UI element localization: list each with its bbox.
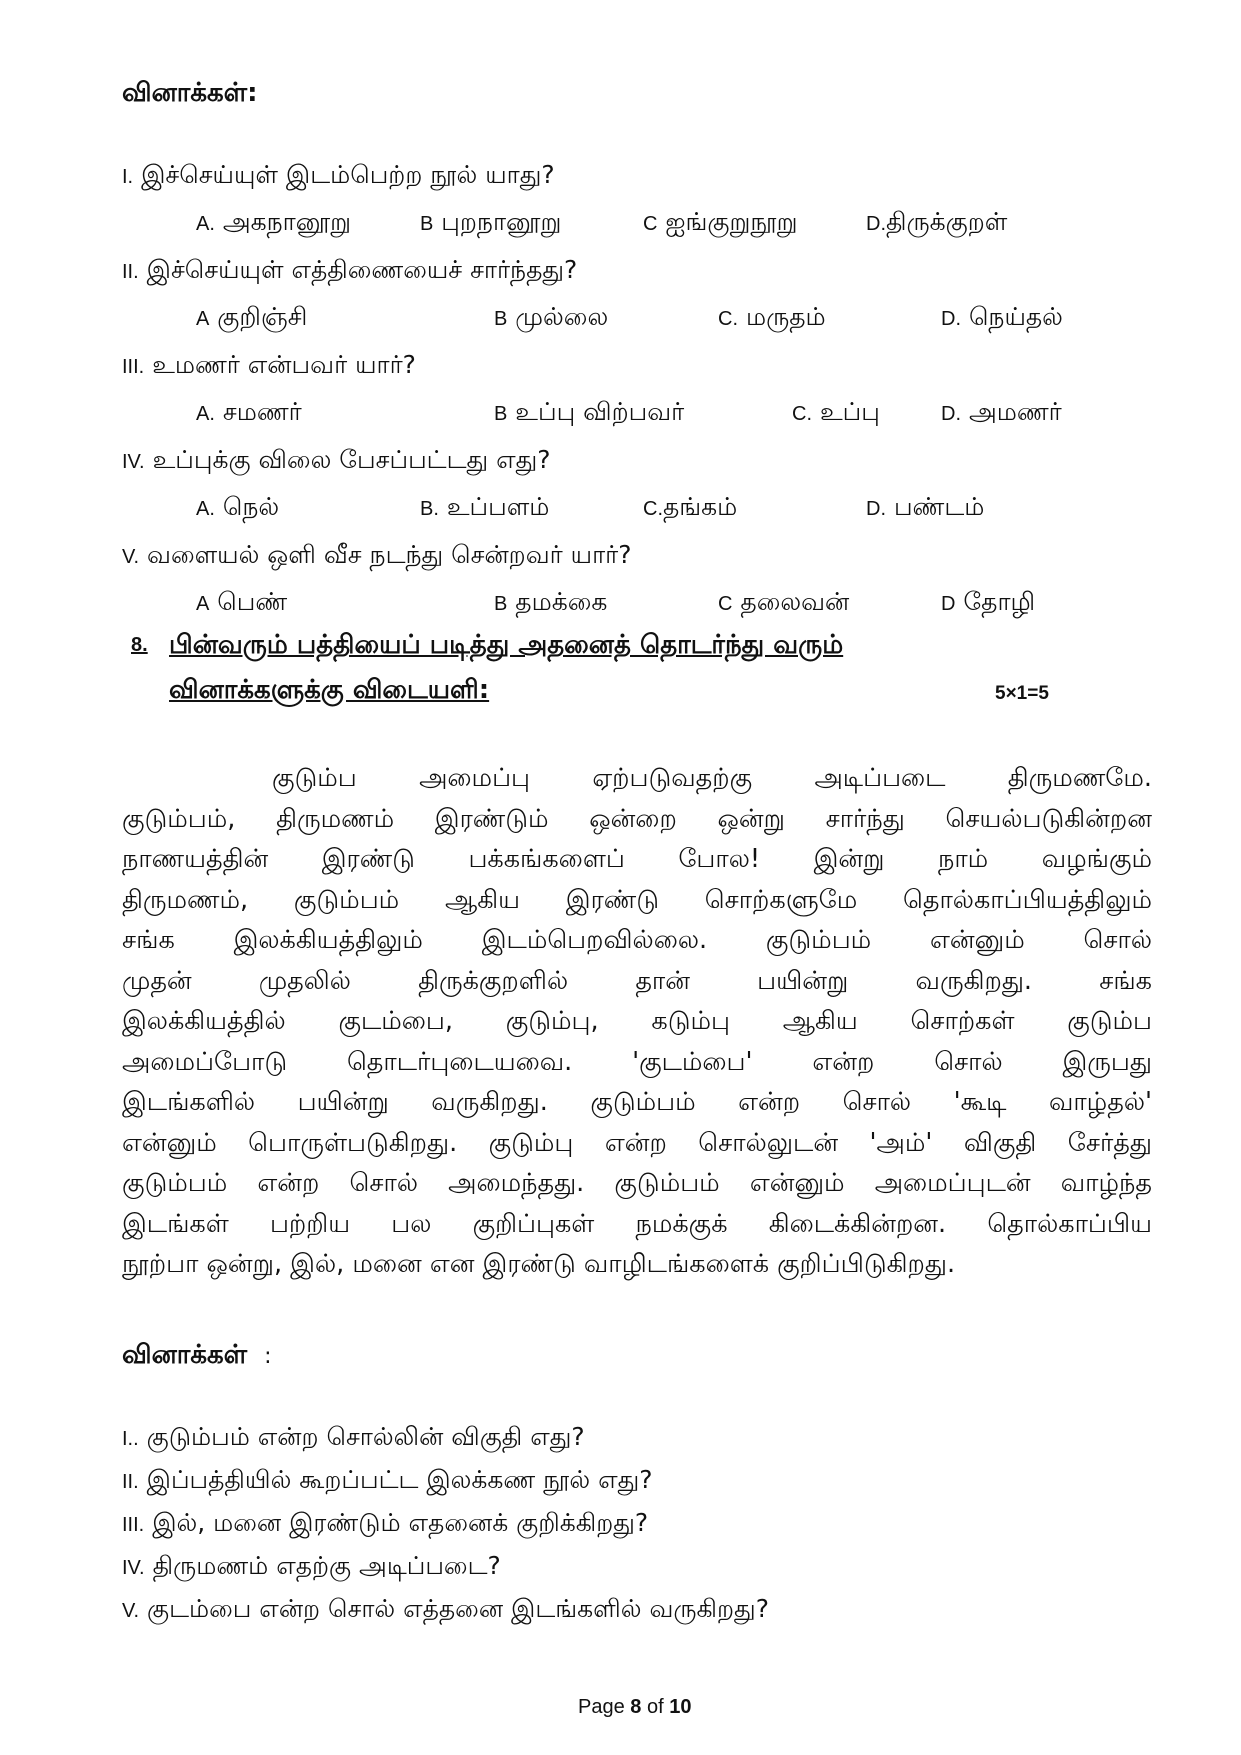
option-c: C.தங்கம் [643, 492, 738, 521]
question-4 [122, 445, 551, 478]
passage-question-5: V. குடம்பை என்ற சொல் எத்தனை இடங்களில் வருகிறது? [122, 1594, 769, 1623]
option-a: A பெண் [196, 587, 288, 616]
question-3 [122, 350, 416, 383]
section-title-line2: வினாக்களுக்கு விடையளி: [169, 675, 490, 705]
question-text: உப்புக்கு விலை பேசப்பட்டது எது? [152, 445, 551, 474]
option-d: D.திருக்குறள் [866, 207, 1008, 236]
option-d: D. பண்டம் [866, 492, 985, 521]
passage-question-1: I.. குடும்பம் என்ற சொல்லின் விகுதி எது? [122, 1422, 585, 1451]
option-a: A. அகநானூறு [196, 207, 352, 236]
option-b: B. உப்பளம் [420, 492, 550, 521]
passage-line: நூற்பா ஒன்று, இல், மனை என இரண்டு வாழிடங்களைக் குறிப்பிடுகிறது. [122, 1249, 956, 1279]
question-5 [122, 540, 631, 573]
option-d: D. நெய்தல் [941, 302, 1063, 331]
option-b: B புறநானூறு [420, 207, 562, 236]
question-number: IV. [122, 451, 145, 473]
passage-question-2: II. இப்பத்தியில் கூறப்பட்ட இலக்கண நூல் எது? [122, 1465, 653, 1494]
passage-line: திருமணம், குடும்பம் ஆகிய இரண்டு சொற்களுமே தொல்காப்பியத்திலும் [122, 884, 1152, 915]
passage-line: நாணயத்தின் இரண்டு பக்கங்களைப் போல! இன்று நாம் வழங்கும் [122, 844, 1152, 874]
passage-line: என்னும் பொருள்படுகிறது. குடும்பு என்ற சொல்லுடன் 'அம்' விகுதி சேர்த்து [122, 1127, 1152, 1158]
passage-line: குடும்பம் என்ற சொல் அமைந்தது. குடும்பம் என்னும் அமைப்புடன் வாழ்ந்த [122, 1168, 1152, 1198]
question-number: I. [122, 166, 134, 188]
passage-line: அமைப்போடு தொடர்புடையவை. 'குடம்பை' என்ற சொல் இருபது [122, 1046, 1152, 1077]
passage-question-3: III. இல், மனை இரண்டும் எதனைக் குறிக்கிறது? [122, 1508, 649, 1537]
question-number: II. [122, 261, 139, 283]
section-number: 8. [131, 634, 148, 656]
question-number: III. [122, 356, 145, 378]
questions-heading-2: வினாக்கள் : [122, 1340, 272, 1370]
option-b: B உப்பு விற்பவர் [494, 397, 685, 426]
option-d: D. அமணர் [941, 397, 1062, 426]
question-text: இச்செய்யுள் எத்திணையைச் சார்ந்தது? [146, 255, 578, 284]
passage-line: குடும்பம், திருமணம் இரண்டும் ஒன்றை ஒன்று சார்ந்து செயல்படுகின்றன [122, 803, 1152, 834]
passage-line: இலக்கியத்தில் குடம்பை, குடும்பு, கடும்பு ஆகிய சொற்கள் குடும்ப [122, 1006, 1152, 1036]
option-a: A. நெல் [196, 492, 280, 521]
marks-label: 5×1=5 [995, 683, 1049, 704]
passage [122, 758, 1152, 1285]
option-a: A. சமணர் [196, 397, 302, 426]
question-text: இச்செய்யுள் இடம்பெற்ற நூல் யாது? [141, 160, 555, 189]
passage-line: முதன் முதலில் திருக்குறளில் தான் பயின்று வருகிறது. சங்க [122, 965, 1152, 996]
option-c: C தலைவன் [718, 587, 850, 616]
question-text: வளையல் ஒளி வீச நடந்து சென்றவர் யார்? [147, 540, 632, 569]
option-b: B தமக்கை [494, 587, 608, 616]
passage-line: சங்க இலக்கியத்திலும் இடம்பெறவில்லை. குடும்பம் என்னும் சொல் [122, 925, 1152, 955]
passage-line: இடங்களில் பயின்று வருகிறது. குடும்பம் என்ற சொல் 'கூடி வாழ்தல்' [122, 1087, 1152, 1117]
option-c: C. மருதம் [718, 302, 826, 331]
passage-line: இடங்கள் பற்றிய பல குறிப்புகள் நமக்குக் கிடைக்கின்றன. தொல்காப்பிய [122, 1208, 1152, 1239]
passage-question-4: IV. திருமணம் எதற்கு அடிப்படை? [122, 1551, 501, 1580]
question-text: உமணர் என்பவர் யார்? [152, 350, 416, 379]
page-footer: Page 8 of 10 [578, 1696, 692, 1718]
question-2 [122, 255, 577, 288]
option-b: B முல்லை [494, 302, 609, 331]
option-c: C ஐங்குறுநூறு [643, 207, 798, 236]
option-c: C. உப்பு [792, 397, 880, 426]
option-a: A குறிஞ்சி [196, 302, 308, 331]
option-d: D தோழி [941, 587, 1036, 616]
question-1 [122, 160, 555, 193]
questions-heading: வினாக்கள்: [122, 78, 258, 108]
passage-line: குடும்ப அமைப்பு ஏற்படுவதற்கு அடிப்படை திருமணமே. [272, 763, 1152, 793]
question-number: V. [122, 546, 140, 568]
section-title: பின்வரும் பத்தியைப் படித்து அதனைத் தொடர்ந்து வரும் [169, 630, 844, 660]
